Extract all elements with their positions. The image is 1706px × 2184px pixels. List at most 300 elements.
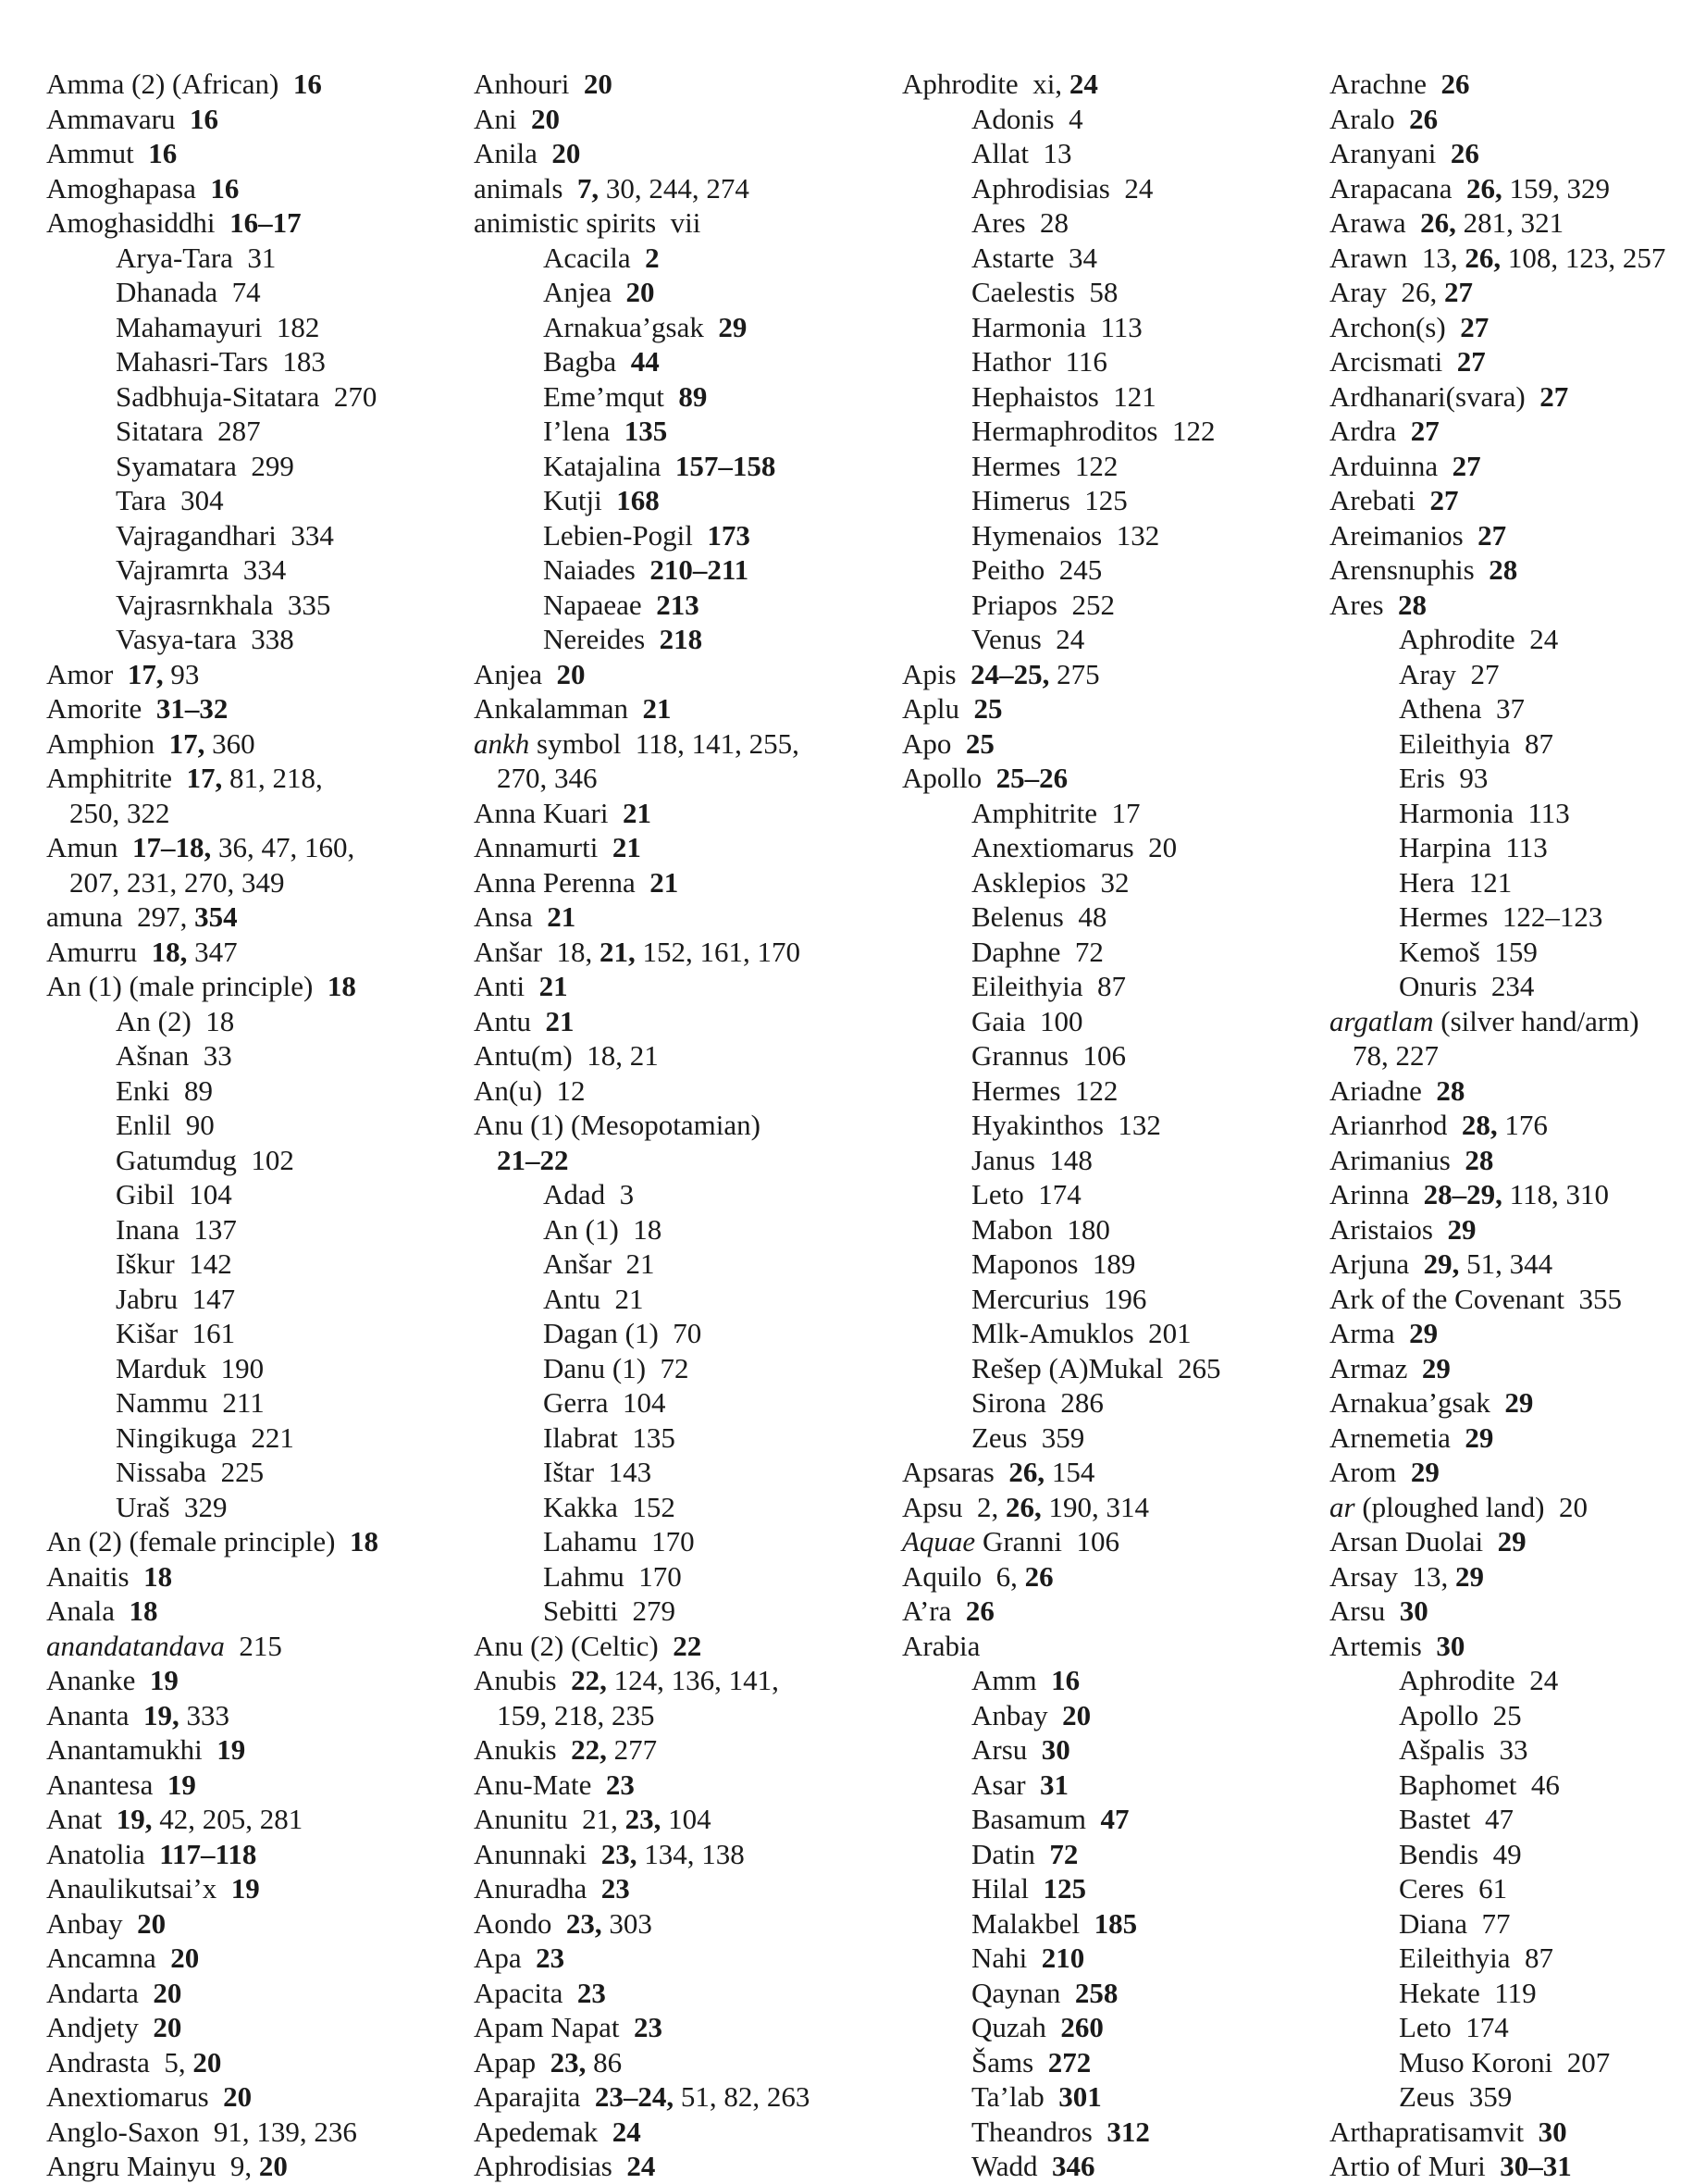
index-text: Anhouri bbox=[474, 68, 584, 100]
index-text: Ankalamman bbox=[474, 692, 643, 725]
page-reference-primary: 26 bbox=[1024, 1559, 1054, 1593]
index-entry bbox=[474, 1732, 899, 1768]
page-reference-primary: 27 bbox=[1460, 310, 1490, 343]
index-text: Iškur 142 bbox=[116, 1247, 232, 1280]
index-entry bbox=[474, 1768, 899, 1803]
index-text: Andrasta 5, bbox=[46, 2045, 193, 2079]
index-subentry bbox=[474, 414, 899, 449]
index-entry bbox=[902, 761, 1328, 796]
index-entry bbox=[46, 969, 472, 1004]
index-text: An (1) 18 bbox=[543, 1212, 662, 1246]
index-text: 277 bbox=[606, 1733, 658, 1766]
index-text: Eileithyia 87 bbox=[1399, 1942, 1554, 1974]
index-text: Aphrodisias 24 bbox=[971, 171, 1154, 205]
index-text: Vajramrta 334 bbox=[116, 553, 287, 586]
page-reference-primary: 28–29, bbox=[1423, 1178, 1502, 1210]
page-reference-primary: 26, bbox=[1420, 206, 1456, 239]
index-text: Ašpalis 33 bbox=[1399, 1733, 1528, 1766]
index-subentry bbox=[1329, 1871, 1706, 1906]
index-text: Arnakua’gsak bbox=[543, 310, 719, 343]
index-text: Amphitrite 17 bbox=[971, 796, 1141, 829]
index-column-4 bbox=[1329, 67, 1706, 2184]
index-text: 360 bbox=[204, 726, 255, 760]
index-text: Nammu 211 bbox=[116, 1386, 265, 1419]
index-text: Gaia 100 bbox=[971, 1004, 1083, 1037]
index-text: Peitho 245 bbox=[971, 553, 1103, 586]
index-text: Acacila bbox=[543, 241, 646, 274]
index-entry bbox=[1329, 1004, 1706, 1039]
index-text: I’lena bbox=[543, 415, 624, 447]
index-subentry bbox=[902, 1143, 1328, 1178]
index-text: Antu(m) 18, 21 bbox=[474, 1039, 659, 1072]
index-subentry bbox=[474, 1177, 899, 1212]
index-entry bbox=[46, 1802, 472, 1837]
index-text: Anu (1) (Mesopotamian) bbox=[474, 1109, 760, 1141]
index-entry bbox=[1329, 1385, 1706, 1421]
index-text: Anunnaki bbox=[474, 1837, 601, 1870]
index-entry bbox=[1329, 414, 1706, 449]
index-text: Andjety bbox=[46, 2011, 154, 2043]
index-text: Lebien-Pogil bbox=[543, 518, 708, 552]
index-text: Arthapratisamvit bbox=[1329, 2115, 1539, 2148]
index-term-italic: ankh bbox=[474, 726, 530, 760]
index-text: Anglo-Saxon 91, 139, 236 bbox=[46, 2115, 357, 2148]
index-subentry bbox=[902, 1247, 1328, 1282]
index-text: An (1) (male principle) bbox=[46, 970, 328, 1002]
index-entry bbox=[1329, 1282, 1706, 1317]
index-term-italic: ar bbox=[1329, 1490, 1355, 1523]
index-subentry bbox=[902, 1282, 1328, 1317]
index-text: An(u) 12 bbox=[474, 1073, 586, 1107]
index-subentry bbox=[1329, 1802, 1706, 1837]
index-text: Astarte 34 bbox=[971, 241, 1098, 274]
index-entry bbox=[46, 761, 472, 796]
index-text: 42, 205, 281 bbox=[152, 1803, 303, 1835]
index-entry bbox=[46, 67, 472, 102]
page-reference-primary: 17–18, bbox=[132, 831, 212, 863]
page-reference-primary: 27 bbox=[1452, 449, 1481, 482]
page-reference-primary: 16 bbox=[1051, 1664, 1081, 1696]
index-entry bbox=[474, 691, 899, 726]
page-reference-primary: 20 bbox=[153, 2011, 182, 2043]
page-reference-primary: 29 bbox=[1504, 1386, 1534, 1419]
index-text: Andarta bbox=[46, 1976, 154, 2009]
index-subentry bbox=[46, 1316, 472, 1351]
index-text: 108, 123, 257 bbox=[1501, 241, 1666, 274]
index-text: Harpina 113 bbox=[1399, 831, 1548, 863]
index-text: Anna Perenna bbox=[474, 865, 650, 899]
index-text: 118, 310 bbox=[1502, 1178, 1609, 1210]
index-text: Marduk 190 bbox=[116, 1351, 265, 1384]
index-entry bbox=[474, 935, 899, 970]
index-entry bbox=[46, 2115, 472, 2150]
index-subentry bbox=[1329, 691, 1706, 726]
index-text: Rešep (A)Mukal 265 bbox=[971, 1351, 1221, 1384]
index-subentry bbox=[1329, 830, 1706, 865]
index-text: Apsaras bbox=[902, 1456, 1009, 1488]
page-reference-primary: 28 bbox=[1398, 588, 1428, 621]
index-subentry bbox=[474, 1385, 899, 1421]
index-subentry bbox=[902, 2149, 1328, 2184]
page-reference-primary: 25 bbox=[965, 726, 995, 760]
index-subentry bbox=[474, 588, 899, 623]
index-entry bbox=[46, 900, 472, 935]
index-text: Ta’lab bbox=[971, 2080, 1059, 2113]
page-reference-primary: 20 bbox=[137, 1906, 167, 1940]
page-reference-primary: 20 bbox=[556, 657, 586, 690]
index-text: Amoghasiddhi bbox=[46, 206, 230, 239]
page-reference-primary: 27 bbox=[1429, 484, 1459, 516]
index-text: 78, 227 bbox=[1353, 1039, 1439, 1072]
index-subentry bbox=[46, 275, 472, 310]
index-text: Ardra bbox=[1329, 415, 1411, 447]
page-reference-primary: 28 bbox=[1436, 1073, 1465, 1107]
page-reference-primary: 258 bbox=[1074, 1976, 1119, 2009]
index-entry bbox=[46, 726, 472, 762]
page-reference-primary: 31 bbox=[1040, 1768, 1069, 1801]
index-subentry bbox=[46, 1038, 472, 1073]
index-text: 104 bbox=[661, 1803, 711, 1835]
index-text: 154 bbox=[1045, 1456, 1095, 1488]
page-reference-primary: 23 bbox=[600, 1872, 630, 1905]
index-text: Aplu bbox=[902, 692, 974, 725]
index-text: Sadbhuja-Sitatara 270 bbox=[116, 379, 377, 413]
page-reference-primary: 29, bbox=[1423, 1247, 1460, 1280]
index-subentry bbox=[46, 1282, 472, 1317]
index-text: Arduinna bbox=[1329, 449, 1453, 482]
index-text: Kakka 152 bbox=[543, 1490, 675, 1523]
page-reference-primary: 168 bbox=[616, 484, 660, 516]
index-text: Anbay bbox=[46, 1906, 138, 1940]
index-text: Hermes 122 bbox=[971, 1073, 1119, 1107]
index-entry bbox=[1329, 241, 1706, 276]
index-subentry bbox=[902, 2045, 1328, 2080]
index-subentry bbox=[474, 1351, 899, 1386]
page-reference-primary: 23, bbox=[624, 1803, 661, 1835]
index-entry bbox=[1329, 1351, 1706, 1386]
index-entry bbox=[902, 67, 1328, 102]
index-text: Zeus 359 bbox=[971, 1421, 1085, 1454]
index-subentry bbox=[46, 1177, 472, 1212]
page-reference-primary: 19 bbox=[149, 1664, 179, 1696]
index-text: Aristaios bbox=[1329, 1212, 1448, 1246]
index-text: 303 bbox=[601, 1906, 652, 1940]
index-subentry bbox=[1329, 2010, 1706, 2045]
index-entry bbox=[474, 2045, 899, 2080]
page-reference-primary: 20 bbox=[153, 1976, 182, 2009]
index-text: Diana 77 bbox=[1399, 1906, 1511, 1940]
index-text: Gatumdug 102 bbox=[116, 1143, 294, 1176]
index-subentry bbox=[474, 1490, 899, 1525]
page-reference-primary: 272 bbox=[1047, 2045, 1092, 2079]
index-text: Asklepios 32 bbox=[971, 865, 1130, 899]
index-subentry bbox=[902, 1177, 1328, 1212]
index-entry bbox=[46, 1524, 472, 1559]
index-text: 347 bbox=[187, 935, 238, 968]
page-reference-primary: 23 bbox=[536, 1942, 565, 1974]
index-text: Ark of the Covenant 355 bbox=[1329, 1282, 1622, 1315]
page-reference-primary: 23, bbox=[600, 1837, 637, 1870]
index-text: Anila bbox=[474, 137, 552, 169]
index-entry bbox=[46, 1837, 472, 1872]
index-continuation bbox=[46, 796, 472, 831]
page-reference-primary: 30 bbox=[1538, 2115, 1567, 2148]
index-text: 176 bbox=[1497, 1109, 1548, 1141]
page-reference-primary: 125 bbox=[1043, 1872, 1086, 1905]
index-text: animistic spirits vii bbox=[474, 206, 701, 239]
index-text: Ananke bbox=[46, 1664, 150, 1696]
page-reference-primary: 25 bbox=[973, 692, 1003, 725]
index-entry bbox=[1329, 588, 1706, 623]
index-text: 93 bbox=[163, 657, 200, 690]
index-subentry bbox=[474, 449, 899, 484]
index-subentry bbox=[474, 1316, 899, 1351]
index-subentry bbox=[474, 1524, 899, 1559]
page-reference-primary: 23 bbox=[605, 1768, 635, 1801]
page-reference-primary: 301 bbox=[1058, 2080, 1102, 2113]
index-entry bbox=[46, 102, 472, 137]
index-text: Arimanius bbox=[1329, 1143, 1465, 1176]
page-reference-primary: 20 bbox=[531, 102, 560, 135]
index-subentry bbox=[46, 414, 472, 449]
index-text: Amma (2) (African) bbox=[46, 68, 293, 100]
index-subentry bbox=[1329, 900, 1706, 935]
index-entry bbox=[46, 1732, 472, 1768]
index-text: Aralo bbox=[1329, 102, 1410, 135]
page-reference-primary: 72 bbox=[1049, 1837, 1079, 1870]
index-text: Lahmu 170 bbox=[543, 1559, 682, 1593]
index-text: 270, 346 bbox=[497, 762, 598, 794]
index-text: Apam Napat bbox=[474, 2011, 635, 2043]
index-text: Anatolia bbox=[46, 1837, 160, 1870]
index-text: Amm bbox=[971, 1664, 1052, 1696]
index-text: 51, 82, 263 bbox=[674, 2080, 810, 2113]
index-continuation bbox=[474, 1143, 899, 1178]
index-subentry bbox=[46, 518, 472, 553]
index-text: Naiades bbox=[543, 553, 650, 586]
index-entry bbox=[474, 2149, 899, 2184]
index-text: Arcismati bbox=[1329, 345, 1457, 378]
page-reference-primary: 173 bbox=[707, 518, 750, 552]
index-subentry bbox=[902, 1698, 1328, 1733]
index-text: Dagan (1) 70 bbox=[543, 1317, 702, 1349]
page-reference-primary: 89 bbox=[678, 379, 708, 413]
page-reference-primary: 20 bbox=[583, 68, 612, 100]
index-text: Ilabrat 135 bbox=[543, 1421, 675, 1454]
index-text: Adad 3 bbox=[543, 1178, 635, 1210]
page-reference-primary: 18 bbox=[143, 1559, 173, 1593]
index-entry bbox=[1329, 1316, 1706, 1351]
index-text: Mahasri-Tars 183 bbox=[116, 345, 326, 378]
index-entry bbox=[474, 1837, 899, 1872]
index-text: Eme’mqut bbox=[543, 379, 679, 413]
index-subentry bbox=[902, 1073, 1328, 1109]
index-text: Anantamukhi bbox=[46, 1733, 217, 1766]
index-text: Anu (2) (Celtic) bbox=[474, 1629, 674, 1662]
index-text: Lahamu 170 bbox=[543, 1525, 695, 1557]
index-column-3 bbox=[902, 67, 1328, 2184]
index-subentry bbox=[902, 275, 1328, 310]
page-reference-primary: 29 bbox=[1497, 1525, 1527, 1557]
index-subentry bbox=[1329, 1768, 1706, 1803]
index-entry bbox=[1329, 205, 1706, 241]
index-text: Arapacana bbox=[1329, 171, 1467, 205]
index-subentry bbox=[474, 1421, 899, 1456]
index-subentry bbox=[902, 1732, 1328, 1768]
index-entry bbox=[902, 657, 1328, 692]
index-subentry bbox=[902, 796, 1328, 831]
index-text: Amor bbox=[46, 657, 128, 690]
page-reference-primary: 19, bbox=[116, 1803, 153, 1835]
index-continuation bbox=[46, 865, 472, 900]
page-reference-primary: 20 bbox=[223, 2080, 253, 2113]
index-text: Armaz bbox=[1329, 1351, 1422, 1384]
index-text: 207, 231, 270, 349 bbox=[69, 865, 285, 899]
index-text: symbol 118, 141, 255, bbox=[529, 726, 799, 760]
index-text: 159, 218, 235 bbox=[497, 1698, 655, 1731]
index-subentry bbox=[474, 1559, 899, 1595]
index-subentry bbox=[902, 205, 1328, 241]
index-text: Vajragandhari 334 bbox=[116, 518, 334, 552]
index-subentry bbox=[902, 1871, 1328, 1906]
page-reference-primary: 27 bbox=[1443, 276, 1473, 308]
index-text: Bendis 49 bbox=[1399, 1837, 1522, 1870]
index-entry bbox=[474, 1073, 899, 1109]
index-subentry bbox=[46, 588, 472, 623]
index-entry bbox=[46, 2045, 472, 2080]
index-text: Anšar 21 bbox=[543, 1247, 655, 1280]
index-text: Anaitis bbox=[46, 1559, 144, 1593]
index-subentry bbox=[902, 1108, 1328, 1143]
index-text: Apis bbox=[902, 657, 971, 690]
index-subentry bbox=[1329, 1698, 1706, 1733]
index-entry bbox=[1329, 1490, 1706, 1525]
index-text: Danu (1) 72 bbox=[543, 1351, 689, 1384]
index-text: Mlk-Amuklos 201 bbox=[971, 1317, 1192, 1349]
index-entry bbox=[1329, 310, 1706, 345]
index-text: Aphrodite xi, bbox=[902, 68, 1069, 100]
index-text: Angru Mainyu 9, bbox=[46, 2150, 259, 2182]
index-entry bbox=[46, 2010, 472, 2045]
page-reference-primary: 19 bbox=[230, 1872, 260, 1905]
page-reference-primary: 210–211 bbox=[649, 553, 749, 586]
index-text: Onuris 234 bbox=[1399, 970, 1535, 1002]
index-text: Dhanada 74 bbox=[116, 276, 261, 308]
index-entry bbox=[474, 969, 899, 1004]
index-entry bbox=[474, 2115, 899, 2150]
index-entry bbox=[1329, 483, 1706, 518]
index-text: Arabia bbox=[902, 1629, 981, 1662]
page-reference-primary: 19 bbox=[216, 1733, 246, 1766]
index-text: Ammavaru bbox=[46, 102, 190, 135]
index-subentry bbox=[46, 1421, 472, 1456]
index-text: Priapos 252 bbox=[971, 588, 1115, 621]
index-text: Ammut bbox=[46, 137, 149, 169]
index-entry bbox=[46, 657, 472, 692]
index-subentry bbox=[902, 171, 1328, 206]
index-subentry bbox=[902, 102, 1328, 137]
index-entry bbox=[474, 1976, 899, 2011]
index-subentry bbox=[46, 344, 472, 379]
page-reference-primary: 20 bbox=[1062, 1698, 1092, 1731]
page-reference-primary: 185 bbox=[1094, 1906, 1138, 1940]
index-subentry bbox=[902, 1351, 1328, 1386]
index-subentry bbox=[1329, 865, 1706, 900]
page-reference-primary: 28 bbox=[1465, 1143, 1494, 1176]
index-text: Ištar 143 bbox=[543, 1456, 652, 1488]
index-text: Allat 13 bbox=[971, 137, 1072, 169]
index-subentry bbox=[902, 1976, 1328, 2011]
index-subentry bbox=[902, 2079, 1328, 2115]
index-entry bbox=[474, 1629, 899, 1664]
index-text: Anat bbox=[46, 1803, 117, 1835]
index-entry bbox=[1329, 2149, 1706, 2184]
page-reference-primary: 19, bbox=[143, 1698, 179, 1731]
index-subentry bbox=[902, 1421, 1328, 1456]
index-text: Jabru 147 bbox=[116, 1282, 236, 1315]
index-subentry bbox=[902, 1212, 1328, 1247]
page-reference-primary: 26, bbox=[1466, 171, 1502, 205]
index-subentry bbox=[902, 1802, 1328, 1837]
index-text: Ares bbox=[1329, 588, 1399, 621]
index-text: Eileithyia 87 bbox=[1399, 726, 1554, 760]
index-text: Anjea bbox=[543, 276, 626, 308]
index-subentry bbox=[46, 1385, 472, 1421]
index-entry bbox=[474, 1941, 899, 1976]
page-reference-primary: 18 bbox=[327, 970, 356, 1002]
index-text: 281, 321 bbox=[1455, 206, 1564, 239]
index-text: Ceres 61 bbox=[1399, 1872, 1508, 1905]
index-text: Harmonia 113 bbox=[1399, 796, 1570, 829]
page-reference-primary: 47 bbox=[1100, 1803, 1130, 1835]
index-entry bbox=[1329, 552, 1706, 588]
page-reference-primary: 27 bbox=[1477, 518, 1507, 552]
index-text: Arebati bbox=[1329, 484, 1430, 516]
index-entry bbox=[902, 691, 1328, 726]
index-text: Apacita bbox=[474, 1976, 577, 2009]
index-text: Hathor 116 bbox=[971, 345, 1107, 378]
index-text: Arjuna bbox=[1329, 1247, 1424, 1280]
index-subentry bbox=[902, 1768, 1328, 1803]
index-subentry bbox=[46, 1490, 472, 1525]
index-subentry bbox=[46, 552, 472, 588]
index-subentry bbox=[902, 1663, 1328, 1698]
index-subentry bbox=[1329, 1906, 1706, 1942]
index-entry bbox=[902, 1455, 1328, 1490]
index-subentry bbox=[474, 552, 899, 588]
index-subentry bbox=[474, 1247, 899, 1282]
page-reference-primary: 26, bbox=[1008, 1456, 1045, 1488]
index-text: Kutji bbox=[543, 484, 617, 516]
index-subentry bbox=[902, 1941, 1328, 1976]
index-subentry bbox=[1329, 726, 1706, 762]
index-entry bbox=[474, 2079, 899, 2115]
index-subentry bbox=[902, 830, 1328, 865]
page-reference-primary: 17, bbox=[127, 657, 164, 690]
index-text: Archon(s) bbox=[1329, 310, 1461, 343]
index-entry bbox=[1329, 449, 1706, 484]
index-text: Syamatara 299 bbox=[116, 449, 294, 482]
index-subentry bbox=[902, 1906, 1328, 1942]
index-text: Bagba bbox=[543, 345, 631, 378]
index-text: Aphrodite 24 bbox=[1399, 1664, 1559, 1696]
index-text: Sitatara 287 bbox=[116, 415, 261, 447]
index-entry bbox=[474, 726, 899, 762]
page-reference-primary: 17, bbox=[186, 762, 223, 794]
index-subentry bbox=[1329, 935, 1706, 970]
index-text: Harmonia 113 bbox=[971, 310, 1143, 343]
index-text: Venus 24 bbox=[971, 623, 1085, 655]
